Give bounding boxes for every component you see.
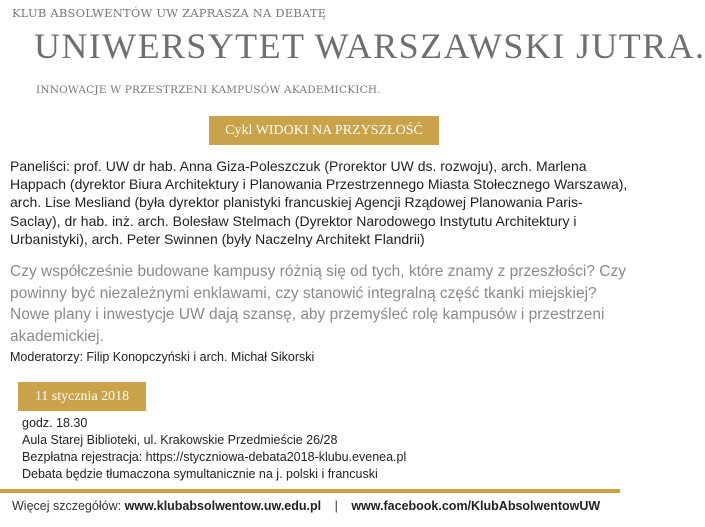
panelists-text: Paneliści: prof. UW dr hab. Anna Giza-Poleszczuk (Prorektor UW ds. rozwoju), arch. Marlena Happach (dyrektor Biura Architektury i Planowania Przestrzennego Miasta Stołecznego Warszawa), arch. Lise Mesliand (była dyrektor planistyki francuskiej Agencji Rządowej Planowania Paris-Saclay), dr hab. inż. arch. Bolesław Stelmach (Dyrektor Narodowego Instytutu Architektury i Urbanistyki), arch. Peter Swinnen (były Naczelny Architekt Flandrii) bbox=[10, 158, 628, 247]
debate-questions: Czy współcześnie budowane kampusy różnią się od tych, które znamy z przeszłości? Czy powinny być niezależnymi enklawami, czy stanowić integralną część tkanki miejskiej? Nowe plany i inwestycje UW dają szansę, aby przemyśleć rolę kampusów i przestrzeni akademickiej. bbox=[10, 263, 626, 345]
facebook-link[interactable]: www.facebook.com/KlubAbsolwentowUW bbox=[351, 499, 601, 513]
event-venue: Aula Starej Biblioteki, ul. Krakowskie Przedmieście 26/28 bbox=[22, 433, 338, 447]
date-badge: 11 stycznia 2018 bbox=[18, 382, 146, 411]
event-kicker: KLUB ABSOLWENTÓW UW ZAPRASZA NA DEBATĘ bbox=[12, 6, 327, 20]
footer bbox=[12, 499, 600, 513]
footer-divider bbox=[0, 489, 620, 493]
series-badge: Cykl WIDOKI NA PRZYSZŁOŚĆ bbox=[209, 116, 439, 145]
website-link[interactable]: www.klubabsolwentow.uw.edu.pl bbox=[124, 499, 322, 513]
event-time: godz. 18.30 bbox=[22, 416, 88, 430]
moderators-text: Moderatorzy: Filip Konopczyński i arch. Michał Sikorski bbox=[10, 350, 315, 364]
page-subtitle: INNOWACJE W PRZESTRZENI KAMPUSÓW AKADEMICKICH. bbox=[36, 84, 381, 96]
page-title: UNIWERSYTET WARSZAWSKI JUTRA. bbox=[34, 26, 705, 66]
event-details bbox=[22, 415, 406, 483]
footer-prefix: Więcej szczegółów: bbox=[12, 499, 122, 513]
translation-note: Debata będzie tłumaczona symultanicznie na j. polski i francuski bbox=[22, 467, 378, 481]
registration-link[interactable]: Bezpłatna rejestracja: https://styczniowa-debata2018-klubu.evenea.pl bbox=[22, 450, 407, 464]
footer-separator: | bbox=[334, 499, 338, 513]
